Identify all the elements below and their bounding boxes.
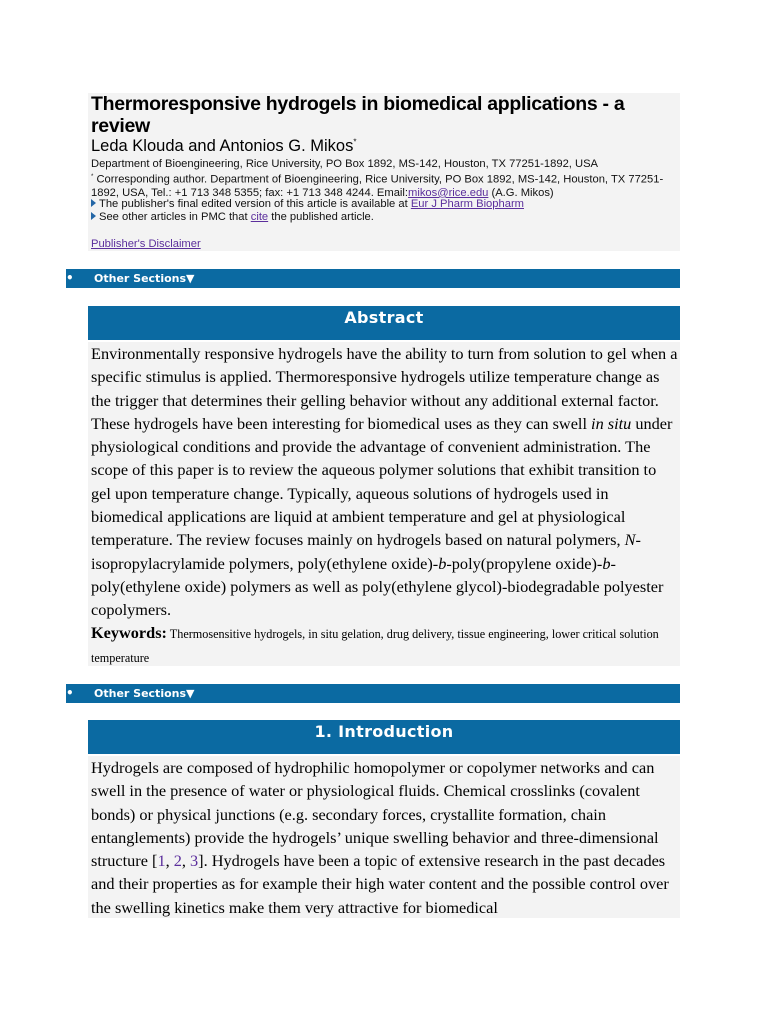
abstract-italic-term: in situ xyxy=(591,413,632,433)
abstract-italic-term: b xyxy=(438,553,447,573)
pmc-citing-note xyxy=(91,211,676,224)
other-sections-toggle[interactable]: Other Sections▼ xyxy=(94,687,195,700)
publisher-version-note xyxy=(91,198,676,211)
bullet-icon: • xyxy=(66,271,74,285)
other-sections-toggle[interactable]: Other Sections▼ xyxy=(94,272,195,285)
keywords-list: Thermosensitive hydrogels, in situ gelation, drug delivery, tissue engineering, lower critical solution temperature xyxy=(91,627,659,665)
reference-link[interactable]: 2 xyxy=(173,851,182,871)
bullet-icon: • xyxy=(66,686,74,700)
reference-separator: , xyxy=(181,851,191,871)
disclaimer-row xyxy=(91,238,676,251)
cite-link[interactable]: cite xyxy=(250,211,269,223)
intro-text-part: ]. Hydrogels have been a topic of extensive research in the past decades and their properties as for example their high water content and the possible control over the swelling kinetics make them very attractive for biomedical xyxy=(91,851,669,917)
abstract-italic-term: N xyxy=(624,530,636,550)
reference-link[interactable]: 1 xyxy=(157,851,166,871)
abstract-text xyxy=(88,342,680,622)
abstract-text-part: -poly(ethylene oxide) polymers as well as poly(ethylene glycol)-biodegradable polyester copolymers. xyxy=(91,553,664,620)
keywords-label: Keywords: xyxy=(91,623,167,642)
email-owner: (A.G. Mikos) xyxy=(488,186,554,199)
author-names: Leda Klouda and Antonios G. Mikos xyxy=(91,137,354,155)
corresponding-author xyxy=(91,171,676,200)
corresponding-text: Corresponding author. Department of Bioengineering, Rice University, PO Box 1892, MS-142, Houston, TX 77251-1892, USA, Tel.: +1 713 348 5355; fax: +1 713 348 4244. Email: xyxy=(91,173,664,199)
article-title: Thermoresponsive hydrogels in biomedical applications - a review xyxy=(91,93,625,137)
intro-text-part: Hydrogels are composed of hydrophilic homopolymer or copolymer networks and can swell in the presence of water or physiological fluids. Chemical crosslinks (covalent bonds) or physical junctions (e.g. secondary forces, crystallite formation, chain entanglements) provide the hydrogels’ unique swelling behavior and three-dimensional structure [ xyxy=(91,758,659,871)
article-authors xyxy=(91,137,356,156)
corresponding-mark: * xyxy=(91,174,94,180)
other-sections-bar-2[interactable] xyxy=(66,684,680,703)
abstract-text-part: -isopropylacrylamide polymers, poly(ethylene oxide)- xyxy=(91,530,641,573)
author-email-link[interactable]: mikos@rice.edu xyxy=(408,186,489,199)
introduction-text xyxy=(88,756,680,918)
abstract-text-part: -poly(propylene oxide)- xyxy=(446,553,603,573)
introduction-heading: 1. Introduction xyxy=(88,720,680,754)
journal-link[interactable]: Eur J Pharm Biopharm xyxy=(410,198,524,210)
pmc-note-prefix: See other articles in PMC that xyxy=(99,211,251,223)
keywords xyxy=(88,622,680,666)
abstract-italic-term: b xyxy=(602,553,611,573)
reference-separator: , xyxy=(165,851,174,871)
abstract-heading: Abstract xyxy=(88,306,680,340)
publisher-note-text: The publisher's final edited version of this article is available at xyxy=(99,198,411,210)
abstract-text-part: Environmentally responsive hydrogels have the ability to turn from solution to gel when a specific stimulus is applied. Thermoresponsive hydrogels utilize temperature change as the trigger that determines their gelling behavior without any additional external factor. These hydrogels have been interesting for biomedical uses as they can swell xyxy=(91,344,678,433)
other-sections-bar-1[interactable] xyxy=(66,269,680,288)
author-affiliation: Department of Bioengineering, Rice University, PO Box 1892, MS-142, Houston, TX 77251-1892, USA xyxy=(91,158,599,170)
author-footnote-mark[interactable]: * xyxy=(353,137,357,147)
triangle-bullet-icon xyxy=(91,199,96,207)
abstract-text-part: under physiological conditions and provide the advantage of convenient administration. The scope of this paper is to review the aqueous polymer solutions that exhibit transition to gel upon temperature change. Typically, aqueous solutions of hydrogels used in biomedical applications are liquid at ambient temperature and gel at physiological temperature. The review focuses mainly on hydrogels based on natural polymers, xyxy=(91,413,673,550)
reference-link[interactable]: 3 xyxy=(190,851,199,871)
triangle-bullet-icon xyxy=(91,212,96,220)
pmc-note-suffix: the published article. xyxy=(268,211,374,223)
publisher-disclaimer-link[interactable]: Publisher's Disclaimer xyxy=(91,238,201,250)
